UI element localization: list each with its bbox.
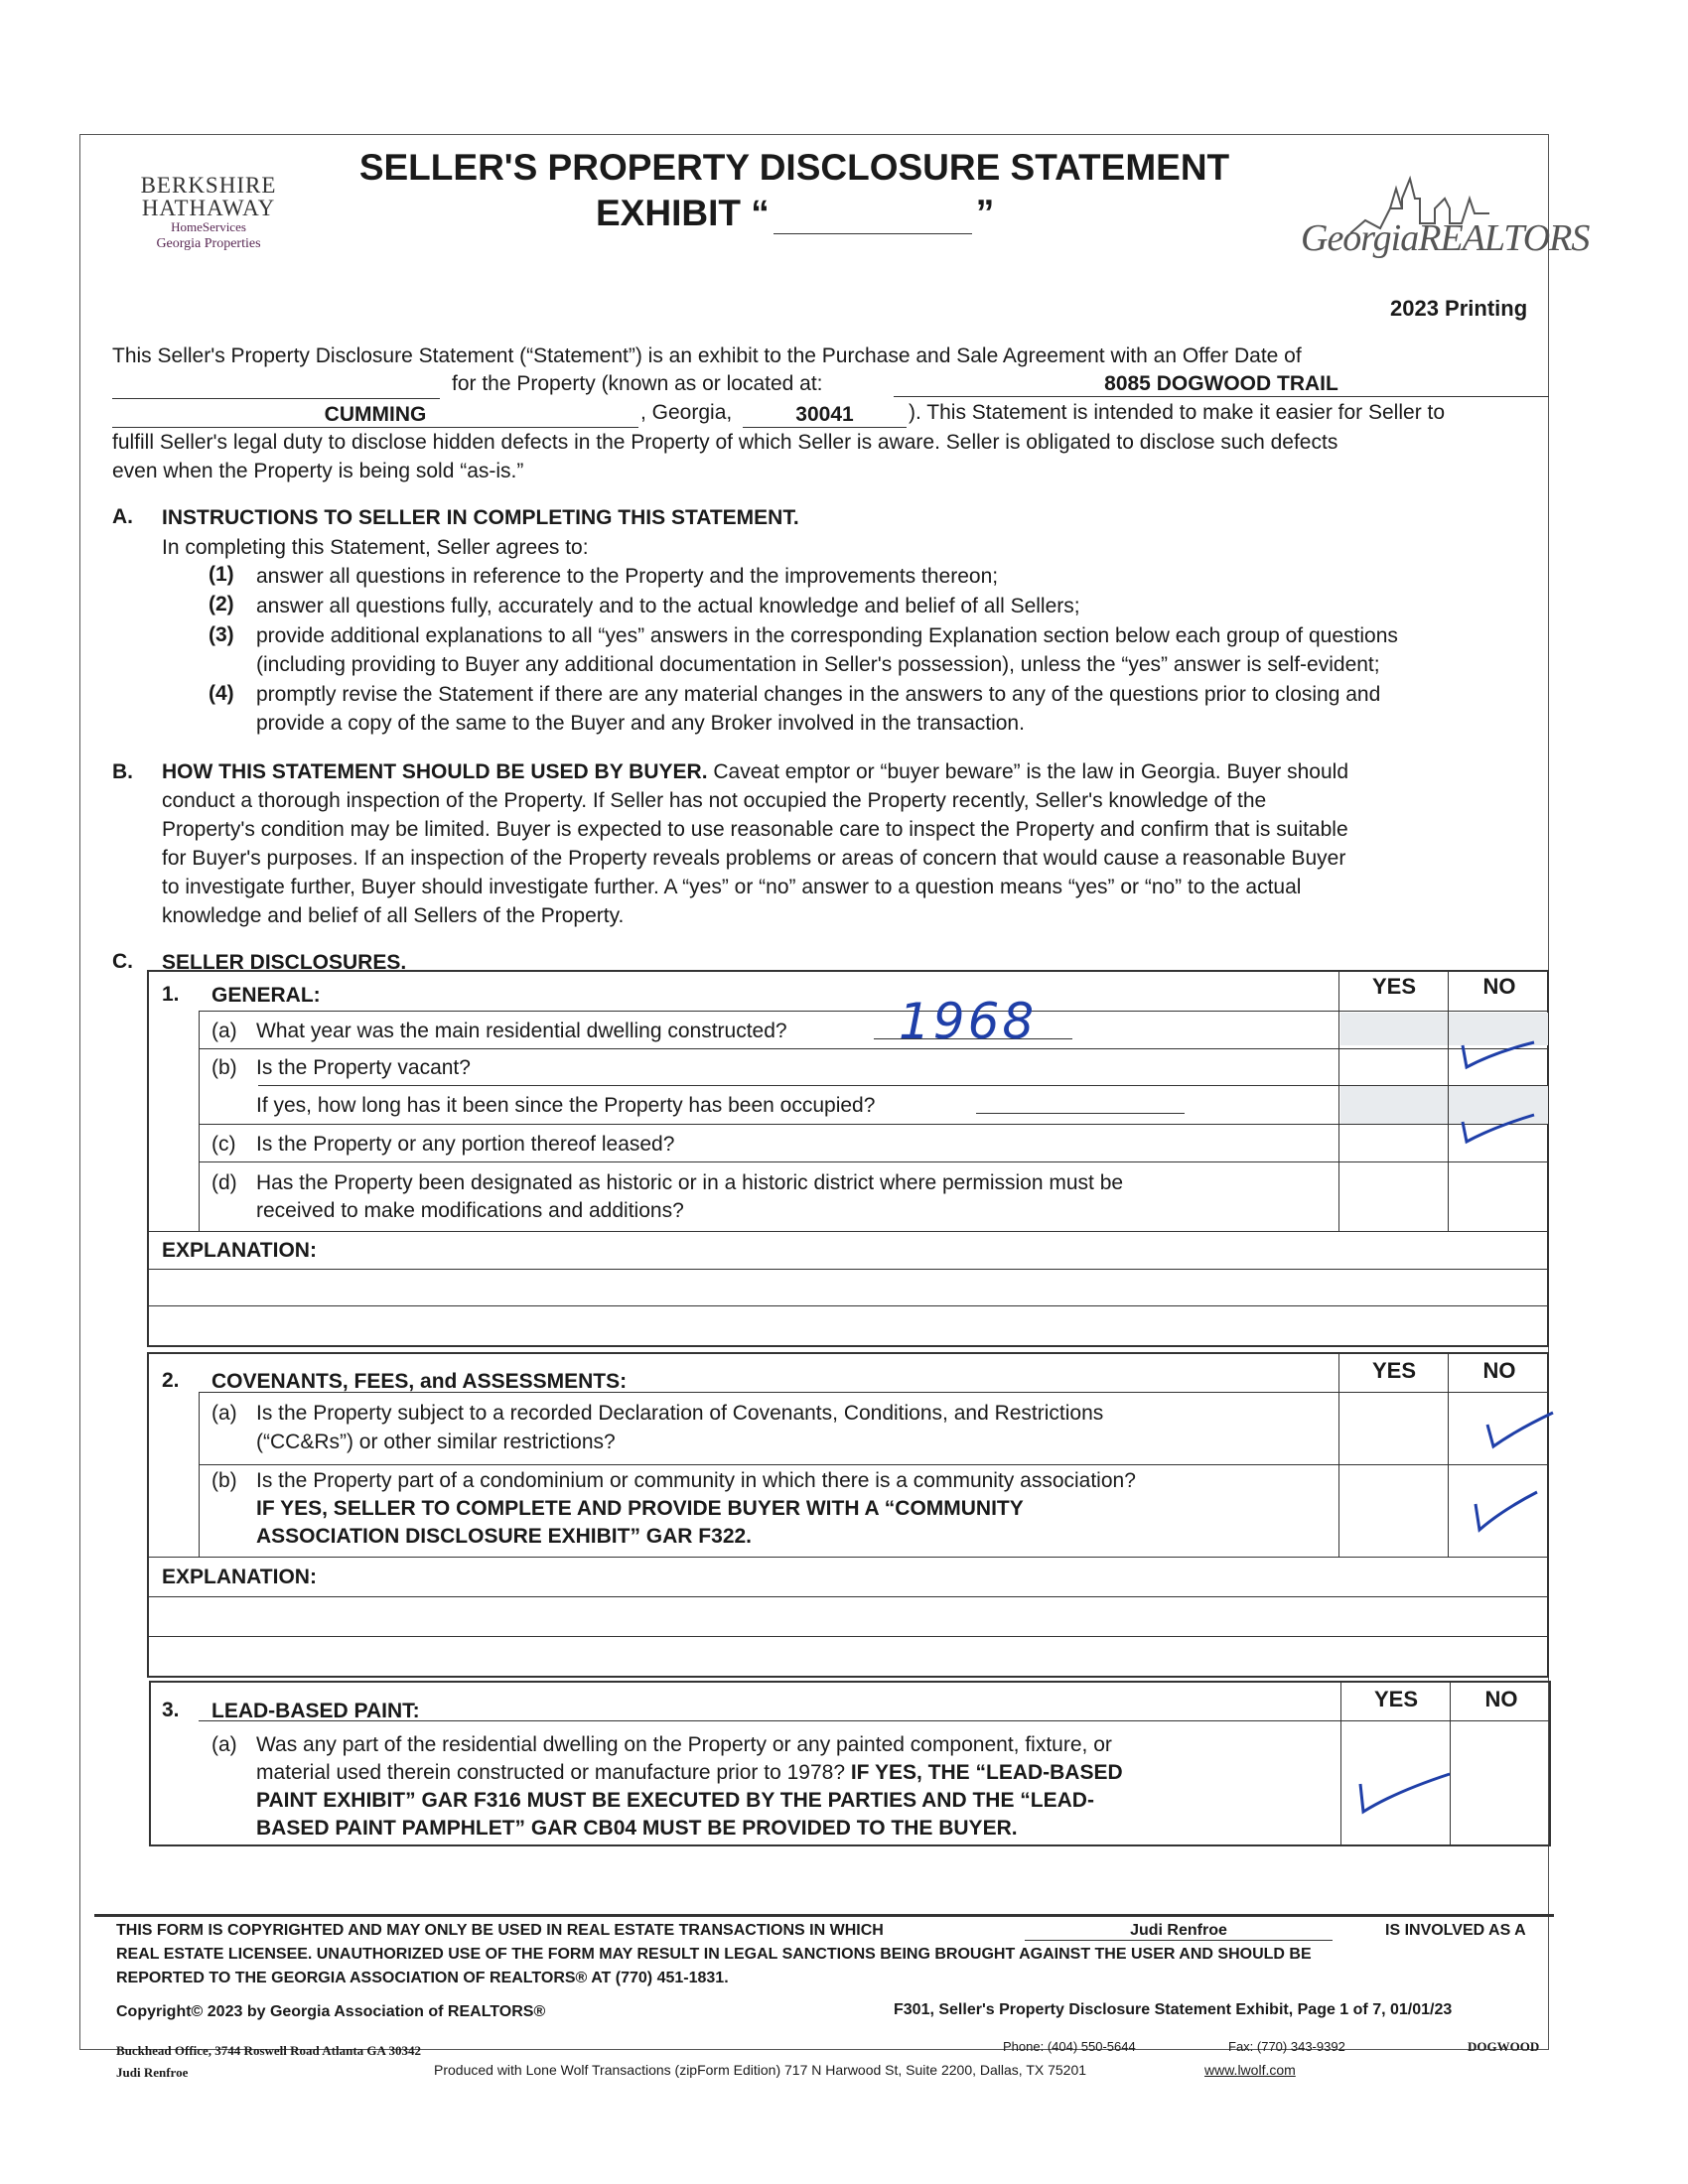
instruction-text: provide additional explanations to all “yes” answers in the corresponding Explanation section below each group of questions (256, 624, 1398, 647)
georgia-realtors-logo (1291, 139, 1590, 288)
state-label: , Georgia, (640, 401, 733, 424)
question-lead-instruction-cont: PAINT EXHIBIT” GAR F316 MUST BE EXECUTED BY THE PARTIES AND THE “LEAD- (256, 1789, 1094, 1812)
zip-field[interactable]: 30041 (743, 403, 907, 428)
year-built-answer[interactable]: 1968 (899, 993, 1038, 1050)
phone: Phone: (404) 550-5644 (1003, 2039, 1136, 2054)
checkmark-icon[interactable] (1458, 1482, 1547, 1542)
covenants-num: 2. (162, 1369, 180, 1392)
section-b-heading: HOW THIS STATEMENT SHOULD BE USED BY BUYER. (162, 760, 708, 783)
licensee-name[interactable]: Judi Renfroe (1025, 1922, 1333, 1941)
office-address: Buckhead Office, 3744 Roswell Road Atlanta GA 30342 (116, 2043, 421, 2058)
question-lead-line-2 (256, 1758, 1329, 1787)
copyright-notice: Copyright© 2023 by Georgia Association of REALTORS® (116, 2003, 546, 2020)
checkmark-icon[interactable] (1455, 1037, 1544, 1077)
exhibit-field[interactable] (774, 204, 972, 234)
intro-line-3: ). This Statement is intended to make it easier for Seller to (909, 401, 1446, 424)
instruction-num: (3) (209, 623, 234, 646)
section-b-text: Caveat emptor or “buyer beware” is the law in Georgia. Buyer should (713, 760, 1349, 783)
instruction-text: answer all questions fully, accurately and to the actual knowledge and belief of all Sellers; (256, 595, 1080, 617)
agent-name: Judi Renfroe (116, 2065, 189, 2080)
offer-date-field[interactable] (112, 374, 440, 399)
skyline-icon (1291, 139, 1569, 288)
website-link[interactable]: www.lwolf.com (1204, 2062, 1296, 2078)
question-lead-instruction-end: BASED PAINT PAMPHLET” GAR CB04 MUST BE PROVIDED TO THE BUYER. (256, 1817, 1018, 1840)
section-c-heading: SELLER DISCLOSURES. (162, 951, 407, 974)
intro-line-2: for the Property (known as or located at: (452, 372, 823, 395)
footer-rule (94, 1914, 1554, 1917)
instruction-num: (4) (209, 682, 234, 705)
section-b-text: to investigate further, Buyer should investigate further. A “yes” or “no” answer to a question means “yes” or “no” to the actual (162, 876, 1302, 898)
instruction-text: promptly revise the Statement if there are any material changes in the answers to any of the questions prior to closing and (256, 683, 1381, 706)
question-leased: Is the Property or any portion thereof leased? (256, 1133, 675, 1156)
question-letter: (a) (211, 1402, 237, 1425)
question-ccrs: Is the Property subject to a recorded Declaration of Covenants, Conditions, and Restrictions (256, 1402, 1104, 1425)
section-a-lead: In completing this Statement, Seller agrees to: (162, 536, 589, 559)
section-a-letter: A. (112, 505, 133, 528)
document-name: DOGWOOD (1468, 2039, 1540, 2054)
exhibit-line (596, 193, 1013, 234)
yes-header: YES (1371, 1358, 1417, 1383)
question-historic: Has the Property been designated as historic or in a historic district where permission must be (256, 1171, 1124, 1194)
footer-copyright-1b: IS INVOLVED AS A (1385, 1922, 1526, 1939)
section-b-letter: B. (112, 760, 133, 783)
section-a-heading: INSTRUCTIONS TO SELLER IN COMPLETING THIS STATEMENT. (162, 506, 799, 529)
intro-line-4: fulfill Seller's legal duty to disclose hidden defects in the Property of which Seller is aware. Seller is obligated to disclose such defects (112, 431, 1338, 454)
question-letter: (a) (211, 1733, 237, 1756)
question-condo-instruction-cont: ASSOCIATION DISCLOSURE EXHIBIT” GAR F322. (256, 1525, 753, 1548)
footer-copyright-3: REPORTED TO THE GEORGIA ASSOCIATION OF REALTORS® AT (770) 451-1831. (116, 1970, 729, 1986)
intro-line-5: even when the Property is being sold “as-is.” (112, 460, 524, 482)
question-vacant: Is the Property vacant? (256, 1056, 471, 1079)
realtors-wordmark: GeorgiaREALTORS (1301, 217, 1590, 259)
lead-num: 3. (162, 1699, 180, 1721)
covenants-title: COVENANTS, FEES, and ASSESSMENTS: (211, 1370, 628, 1393)
intro-line-1: This Seller's Property Disclosure Statement (“Statement”) is an exhibit to the Purchase and Sale Agreement with an Offer Date of (112, 344, 1302, 367)
printing-year: 2023 Printing (1390, 296, 1528, 321)
vacancy-duration-field[interactable] (976, 1113, 1185, 1114)
general-num: 1. (162, 983, 180, 1006)
exhibit-suffix: ” (975, 193, 995, 233)
instruction-text: provide a copy of the same to the Buyer and any Broker involved in the transaction. (256, 712, 1025, 735)
form-id: F301, Seller's Property Disclosure Statement Exhibit, Page 1 of 7, 01/01/23 (894, 2001, 1453, 2018)
checkmark-icon[interactable] (1345, 1762, 1455, 1822)
question-condo: Is the Property part of a condominium or community in which there is a community association? (256, 1469, 1136, 1492)
question-lead-instruction: IF YES, THE “LEAD-BASED (850, 1761, 1123, 1784)
lead-title: LEAD-BASED PAINT: (211, 1700, 420, 1722)
question-lead-text: material used therein constructed or manufacture prior to 1978? (256, 1761, 845, 1784)
question-letter: (b) (211, 1469, 237, 1492)
instruction-num: (2) (209, 593, 234, 615)
question-lead: Was any part of the residential dwelling on the Property or any painted component, fixture, or (256, 1733, 1112, 1756)
no-header: NO (1482, 974, 1516, 999)
logo-line-3: HomeServices (171, 219, 246, 234)
question-year-built: What year was the main residential dwelling constructed? (256, 1020, 787, 1042)
question-condo-instruction: IF YES, SELLER TO COMPLETE AND PROVIDE BUYER WITH A “COMMUNITY (256, 1497, 1024, 1520)
footer-copyright-1: THIS FORM IS COPYRIGHTED AND MAY ONLY BE USED IN REAL ESTATE TRANSACTIONS IN WHICH (116, 1922, 884, 1939)
section-b-text: for Buyer's purposes. If an inspection of the Property reveals problems or areas of concern that would cause a reasonable Buyer (162, 847, 1346, 870)
property-address-field[interactable]: 8085 DOGWOOD TRAIL (894, 372, 1549, 397)
explanation-label: EXPLANATION: (162, 1566, 317, 1588)
section-b-text: conduct a thorough inspection of the Property. If Seller has not occupied the Property recently, Seller's knowledge of the (162, 789, 1267, 812)
form-title: SELLER'S PROPERTY DISCLOSURE STATEMENT (358, 147, 1230, 188)
instruction-text: (including providing to Buyer any additional documentation in Seller's possession), unless the “yes” answer is self-evident; (256, 653, 1380, 676)
yes-header: YES (1371, 974, 1417, 999)
question-letter: (c) (211, 1133, 236, 1156)
explanation-label: EXPLANATION: (162, 1239, 317, 1262)
logo-line-4: Georgia Properties (156, 236, 261, 251)
question-letter: (a) (211, 1020, 237, 1042)
yes-header: YES (1373, 1687, 1419, 1711)
question-letter: (b) (211, 1056, 237, 1079)
instruction-text: answer all questions in reference to the Property and the improvements thereon; (256, 565, 999, 588)
question-vacancy-duration: If yes, how long has it been since the Property has been occupied? (256, 1094, 876, 1117)
footer-copyright-2: REAL ESTATE LICENSEE. UNAUTHORIZED USE OF THE FORM MAY RESULT IN LEGAL SANCTIONS BEING BROUGHT AGAINST THE USER AND SHOULD BE (116, 1946, 1312, 1963)
fax: Fax: (770) 343-9392 (1228, 2039, 1345, 2054)
no-header: NO (1482, 1358, 1516, 1383)
checkmark-icon[interactable] (1455, 1112, 1544, 1152)
question-letter: (d) (211, 1171, 237, 1194)
question-ccrs-cont: (“CC&Rs”) or other similar restrictions? (256, 1431, 616, 1453)
city-field[interactable]: CUMMING (112, 403, 638, 428)
logo-line-1: BERKSHIRE (140, 173, 277, 198)
question-historic-cont: received to make modifications and additions? (256, 1199, 684, 1222)
section-b-text: Property's condition may be limited. Buyer is expected to use reasonable care to inspect the Property and confirm that is suitable (162, 818, 1348, 841)
instruction-num: (1) (209, 563, 234, 586)
section-b-text: knowledge and belief of all Sellers of the Property. (162, 904, 625, 927)
checkmark-icon[interactable] (1468, 1405, 1557, 1454)
general-title: GENERAL: (211, 984, 321, 1007)
section-c-letter: C. (112, 950, 133, 973)
logo-line-2: HATHAWAY (141, 196, 276, 220)
produced-with: Produced with Lone Wolf Transactions (zipForm Edition) 717 N Harwood St, Suite 2200, Dallas, TX 75201 (434, 2062, 1087, 2078)
no-header: NO (1484, 1687, 1518, 1711)
section-b-line-1 (162, 757, 1552, 786)
berkshire-logo (119, 174, 298, 253)
exhibit-prefix: EXHIBIT “ (596, 193, 770, 233)
